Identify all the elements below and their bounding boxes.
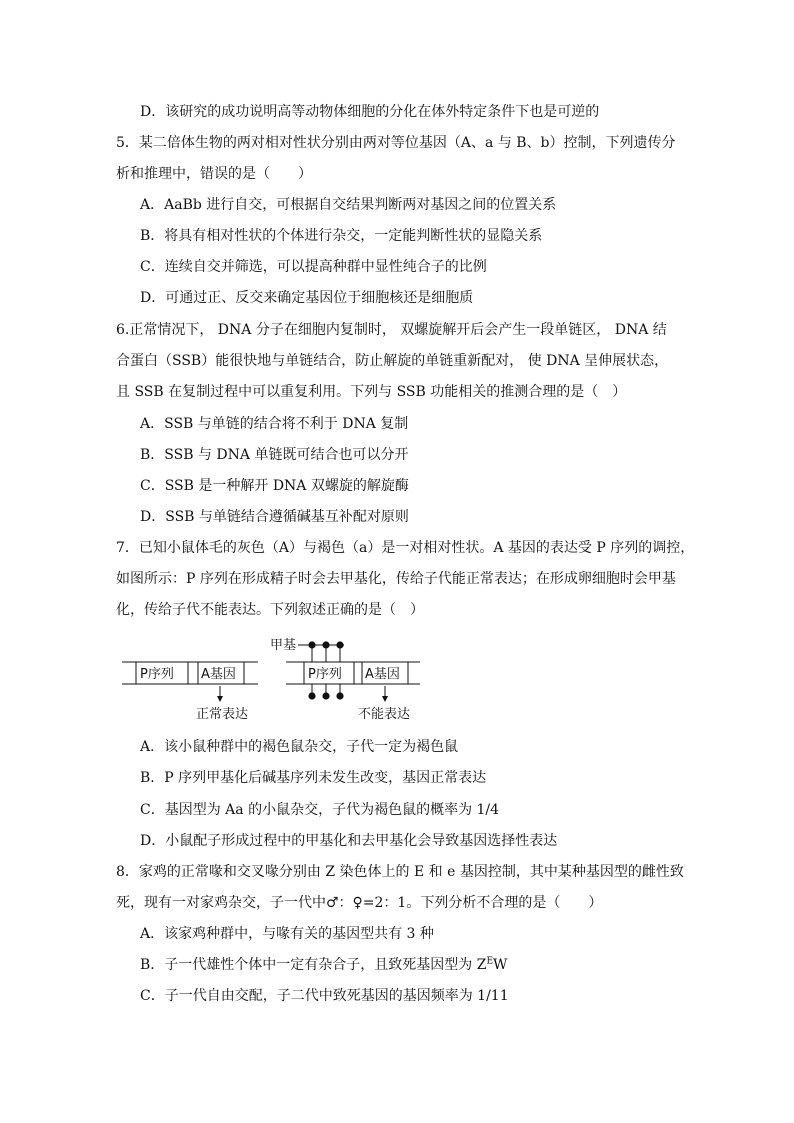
- q7-option-a: A．该小鼠种群中的褐色鼠杂交，子代一定为褐色鼠: [140, 739, 459, 755]
- left-a-gene-label: A基因: [201, 667, 236, 682]
- q5-stem-line-2: 析和推理中，错误的是（ ）: [116, 166, 312, 182]
- q7-stem-line-1: 7．已知小鼠体毛的灰色（A）与褐色（a）是一对相对性状。A 基因的表达受 P 序列的调控，: [116, 540, 695, 556]
- methyl-group-label: 甲基: [270, 638, 297, 653]
- q8-stem-line-2: 死，现有一对家鸡杂交，子一代中♂：♀=2：1。下列分析不合理的是（ ）: [116, 895, 603, 911]
- q7-stem-line-2: 如图所示：P 序列在形成精子时会去甲基化，传给子代能正常表达；在形成卵细胞时会甲基: [116, 571, 676, 587]
- right-result-label: 不能表达: [358, 707, 411, 722]
- q7-option-b: B．P 序列甲基化后碱基序列未发生改变，基因正常表达: [140, 770, 487, 786]
- right-arrow-head: [382, 696, 388, 702]
- q7-stem-line-3: 化，传给子代不能表达。下列叙述正确的是（ ）: [116, 602, 424, 618]
- q5-option-a: A．AaBb 进行自交，可根据自交结果判断两对基因之间的位置关系: [140, 197, 557, 213]
- q6-stem-line-2: 合蛋白（SSB）能很快地与单链结合，防止解旋的单链重新配对， 使 DNA 呈伸展状态，: [116, 353, 669, 369]
- left-p-sequence-label: P序列: [140, 667, 174, 682]
- q6-option-a: A．SSB 与单链的结合将不利于 DNA 复制: [140, 416, 409, 432]
- methyl-dot-bottom-3: [336, 692, 343, 699]
- q8-option-a: A．该家鸡种群中，与喙有关的基因型共有 3 种: [140, 926, 434, 942]
- q8-stem-line-1: 8．家鸡的正常喙和交叉喙分别由 Z 染色体上的 E 和 e 基因控制，其中某种基因型的雌性致: [116, 864, 684, 880]
- right-p-sequence-label: P序列: [308, 667, 342, 682]
- methylation-diagram: [120, 632, 430, 728]
- q5-stem-line-1: 5．某二倍体生物的两对相对性状分别由两对等位基因（A、a 与 B、b）控制，下列遗传分: [116, 135, 676, 151]
- q4-option-d: D．该研究的成功说明高等动物体细胞的分化在体外特定条件下也是可逆的: [140, 104, 600, 120]
- q8-option-b-superscript: E: [486, 956, 494, 967]
- q8-option-b-suffix: W: [493, 957, 508, 973]
- methyl-dot-bottom-2: [322, 692, 329, 699]
- right-a-gene-label: A基因: [365, 667, 400, 682]
- right-dna-segment: [270, 638, 420, 722]
- q8-option-c: C．子一代自由交配，子二代中致死基因的基因频率为 1/11: [140, 988, 509, 1004]
- q8-option-b: [140, 955, 507, 975]
- q6-option-c: C．SSB 是一种解开 DNA 双螺旋的解旋酶: [140, 478, 409, 494]
- methyl-dot-bottom-1: [308, 692, 315, 699]
- q5-option-d: D．可通过正、反交来确定基因位于细胞核还是细胞质: [140, 290, 474, 306]
- q6-option-b: B．SSB 与 DNA 单链既可结合也可以分开: [140, 447, 409, 463]
- q6-stem-line-3: 且 SSB 在复制过程中可以重复利用。下列与 SSB 功能相关的推测合理的是（ ）: [116, 384, 627, 400]
- q6-option-d: D．SSB 与单链结合遵循碱基互补配对原则: [140, 509, 409, 525]
- q8-option-b-text: B．子一代雄性个体中一定有杂合子，且致死基因型为 Z: [140, 957, 487, 973]
- q7-option-d: D．小鼠配子形成过程中的甲基化和去甲基化会导致基因选择性表达: [140, 833, 558, 849]
- q6-stem-line-1: 6.正常情况下， DNA 分子在细胞内复制时， 双螺旋解开后会产生一段单链区， DNA 结: [116, 322, 667, 338]
- q5-option-b: B．将具有相对性状的个体进行杂交，一定能判断性状的显隐关系: [140, 228, 543, 244]
- q5-option-c: C．连续自交并筛选，可以提高种群中显性纯合子的比例: [140, 259, 487, 275]
- q7-option-c: C．基因型为 Aa 的小鼠杂交，子代为褐色鼠的概率为 1/4: [140, 802, 500, 818]
- left-result-label: 正常表达: [196, 707, 249, 722]
- methylation-diagram-svg: [120, 632, 430, 728]
- left-arrow-head: [217, 696, 223, 702]
- left-dna-segment: [122, 662, 258, 722]
